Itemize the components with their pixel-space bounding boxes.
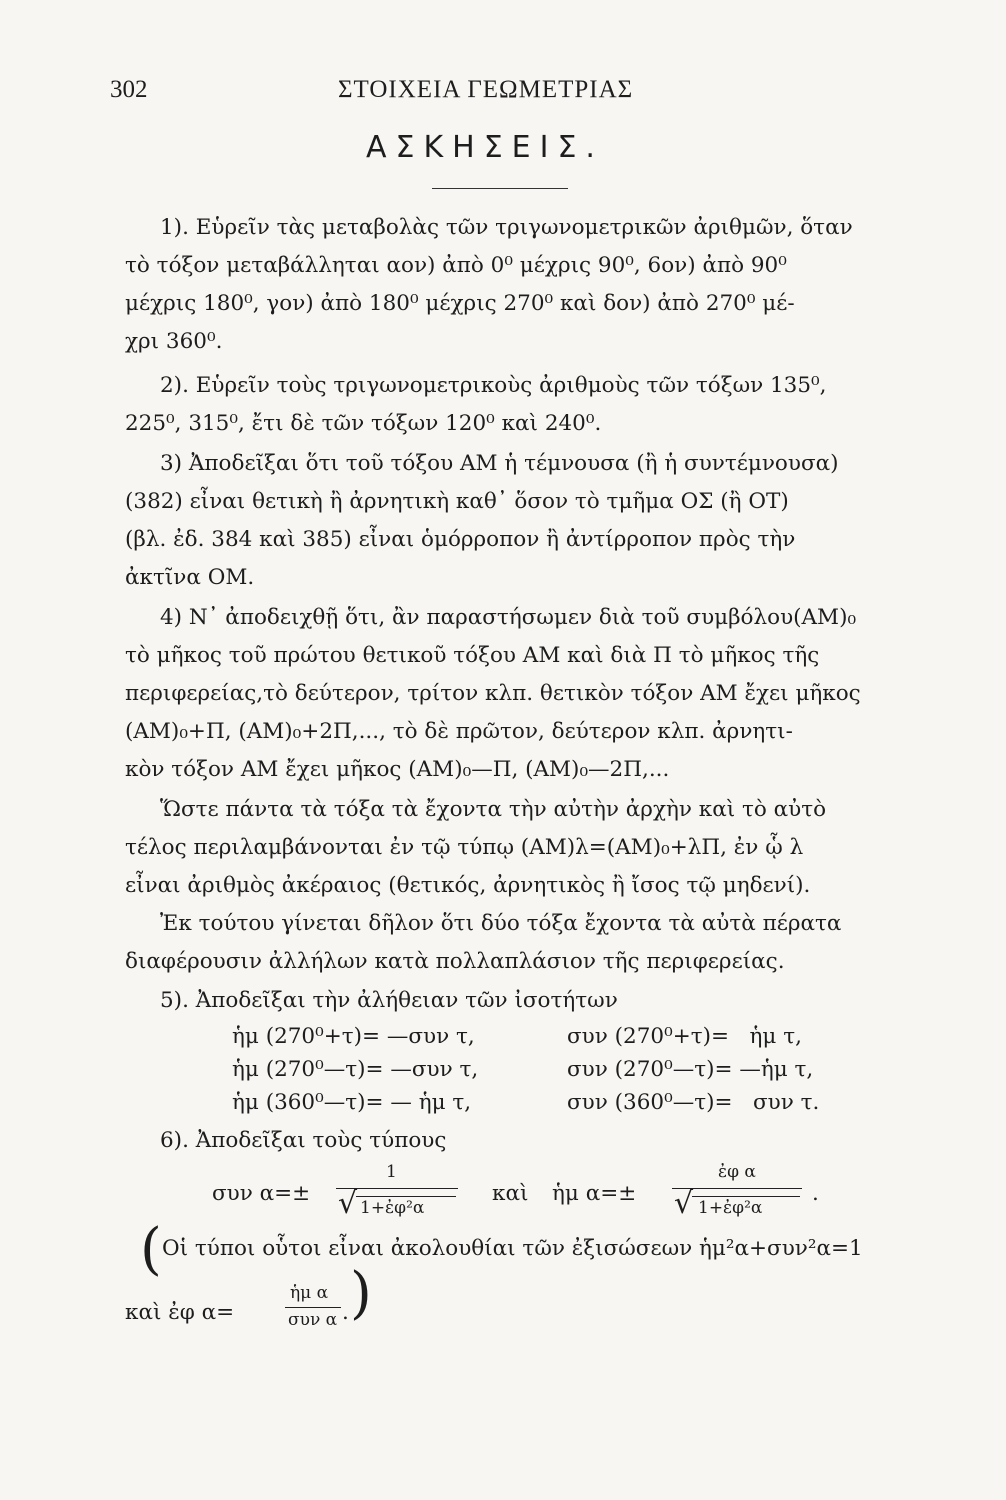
exercise-line: περιφερείας,τὸ δεύτερον, τρίτον κλπ. θετικὸν τόξον ΑΜ ἔχει μῆκος (125, 681, 861, 706)
formula-conjunction: καὶ (492, 1181, 529, 1206)
close-paren-icon: ) (350, 1261, 372, 1326)
exercise-line: 2). Εὑρεῖν τοὺς τριγωνομετρικοὺς ἀριθμοὺς τῶν τόξων 135⁰, (160, 373, 827, 398)
exercise-line: Ὥστε πάντα τὰ τόξα τὰ ἔχοντα τὴν αὐτὴν ἀρχὴν καὶ τὸ αὐτὸ (160, 797, 827, 822)
exercise-line: τὸ μῆκος τοῦ πρώτου θετικοῦ τόξου ΑΜ καὶ διὰ Π τὸ μῆκος τῆς (125, 643, 820, 668)
running-title: ΣΤΟΙΧΕΙΑ ΓΕΩΜΕΤΡΙΑΣ (338, 76, 634, 103)
formula-sin-numerator: ἐφ α (718, 1162, 756, 1182)
note-line: Οἱ τύποι οὗτοι εἶναι ἀκολουθίαι τῶν ἐξισώσεων ἡμ²α+συν²α=1 (162, 1236, 863, 1261)
note-tan-denominator: συν α (288, 1310, 338, 1330)
page-header (110, 76, 910, 116)
sqrt-sign-icon: √ (674, 1186, 694, 1221)
note-tan-numerator: ἡμ α (290, 1283, 329, 1303)
sqrt-vinculum (356, 1196, 456, 1197)
exercise-line: τέλος περιλαμβάνονται ἐν τῷ τύπῳ (ΑΜ)λ=(ΑΜ)₀+λΠ, ἐν ᾧ λ (125, 835, 804, 860)
formula-cos-numerator: 1 (386, 1162, 397, 1182)
formula-cos-prefix: συν α=± (212, 1181, 311, 1206)
page-number: 302 (110, 76, 148, 103)
exercise-line: 225⁰, 315⁰, ἔτι δὲ τῶν τόξων 120⁰ καὶ 240⁰. (125, 411, 602, 436)
exercise-line: ἀκτῖνα ΟΜ. (125, 565, 255, 590)
identity-left: ἡμ (270⁰+τ)= —συν τ, (232, 1024, 475, 1049)
exercise-line: 6). Ἀποδεῖξαι τοὺς τύπους (160, 1128, 447, 1153)
exercise-line: 5). Ἀποδεῖξαι τὴν ἀλήθειαν τῶν ἰσοτήτων (160, 988, 618, 1013)
open-paren-icon: ( (140, 1217, 162, 1282)
sqrt-vinculum (692, 1196, 800, 1197)
exercise-line: 3) Ἀποδεῖξαι ὅτι τοῦ τόξου ΑΜ ἡ τέμνουσα (ἢ ἡ συντέμνουσα) (160, 451, 839, 476)
note-end-dot: . (342, 1300, 349, 1325)
exercise-line: Ἐκ τούτου γίνεται δῆλον ὅτι δύο τόξα ἔχοντα τὰ αὐτὰ πέρατα (160, 911, 842, 936)
exercise-line: χρι 360⁰. (125, 329, 223, 354)
exercise-line: διαφέρουσιν ἀλλήλων κατὰ πολλαπλάσιον τῆς περιφερείας. (125, 949, 785, 974)
formula-sin-prefix: ἡμ α=± (552, 1181, 637, 1206)
exercise-line: (382) εἶναι θετικὴ ἢ ἀρνητικὴ καθ᾽ ὅσον τὸ τμῆμα ΟΣ (ἢ ΟΤ) (125, 489, 789, 514)
identity-left: ἡμ (360⁰—τ)= — ἡμ τ, (232, 1090, 472, 1115)
fraction-bar (285, 1307, 341, 1308)
exercise-line: (βλ. ἐδ. 384 καὶ 385) εἶναι ὁμόρροπον ἢ ἀντίρροπον πρὸς τὴν (125, 527, 796, 552)
exercise-line: εἶναι ἀριθμὸς ἀκέραιος (θετικός, ἀρνητικὸς ἢ ἴσος τῷ μηδενί). (125, 873, 811, 898)
identity-right: συν (360⁰—τ)= συν τ. (567, 1090, 820, 1115)
note-tan-prefix: καὶ ἐφ α= (125, 1300, 235, 1325)
exercise-line: τὸ τόξον μεταβάλληται αον) ἀπὸ 0⁰ μέχρις 90⁰, 6ον) ἀπὸ 90⁰ (125, 253, 787, 278)
identity-right: συν (270⁰+τ)= ἡμ τ, (567, 1024, 802, 1049)
exercise-line: μέχρις 180⁰, γον) ἀπὸ 180⁰ μέχρις 270⁰ καὶ δον) ἀπὸ 270⁰ μέ- (125, 291, 795, 316)
identity-left: ἡμ (270⁰—τ)= —συν τ, (232, 1057, 479, 1082)
exercise-line: 1). Εὑρεῖν τὰς μεταβολὰς τῶν τριγωνομετρικῶν ἀριθμῶν, ὅταν (160, 215, 853, 240)
sqrt-sign-icon: √ (338, 1186, 358, 1221)
exercise-line: 4) Ν᾽ ἀποδειχθῇ ὅτι, ἂν παραστήσωμεν διὰ τοῦ συμβόλου(ΑΜ)₀ (160, 605, 857, 630)
formula-end-dot: . (812, 1181, 819, 1206)
section-title: ΑΣΚΗΣΕΙΣ. (366, 130, 604, 165)
title-rule (432, 188, 568, 189)
formula-cos-denominator: 1+ἐφ²α (360, 1198, 425, 1218)
identity-right: συν (270⁰—τ)= —ἡμ τ, (567, 1057, 814, 1082)
exercise-line: κὸν τόξον ΑΜ ἔχει μῆκος (ΑΜ)₀—Π, (ΑΜ)₀—2Π,... (125, 757, 670, 782)
exercise-line: (ΑΜ)₀+Π, (ΑΜ)₀+2Π,..., τὸ δὲ πρῶτον, δεύτερον κλπ. ἀρνητι- (125, 719, 793, 744)
formula-sin-denominator: 1+ἐφ²α (698, 1198, 763, 1218)
